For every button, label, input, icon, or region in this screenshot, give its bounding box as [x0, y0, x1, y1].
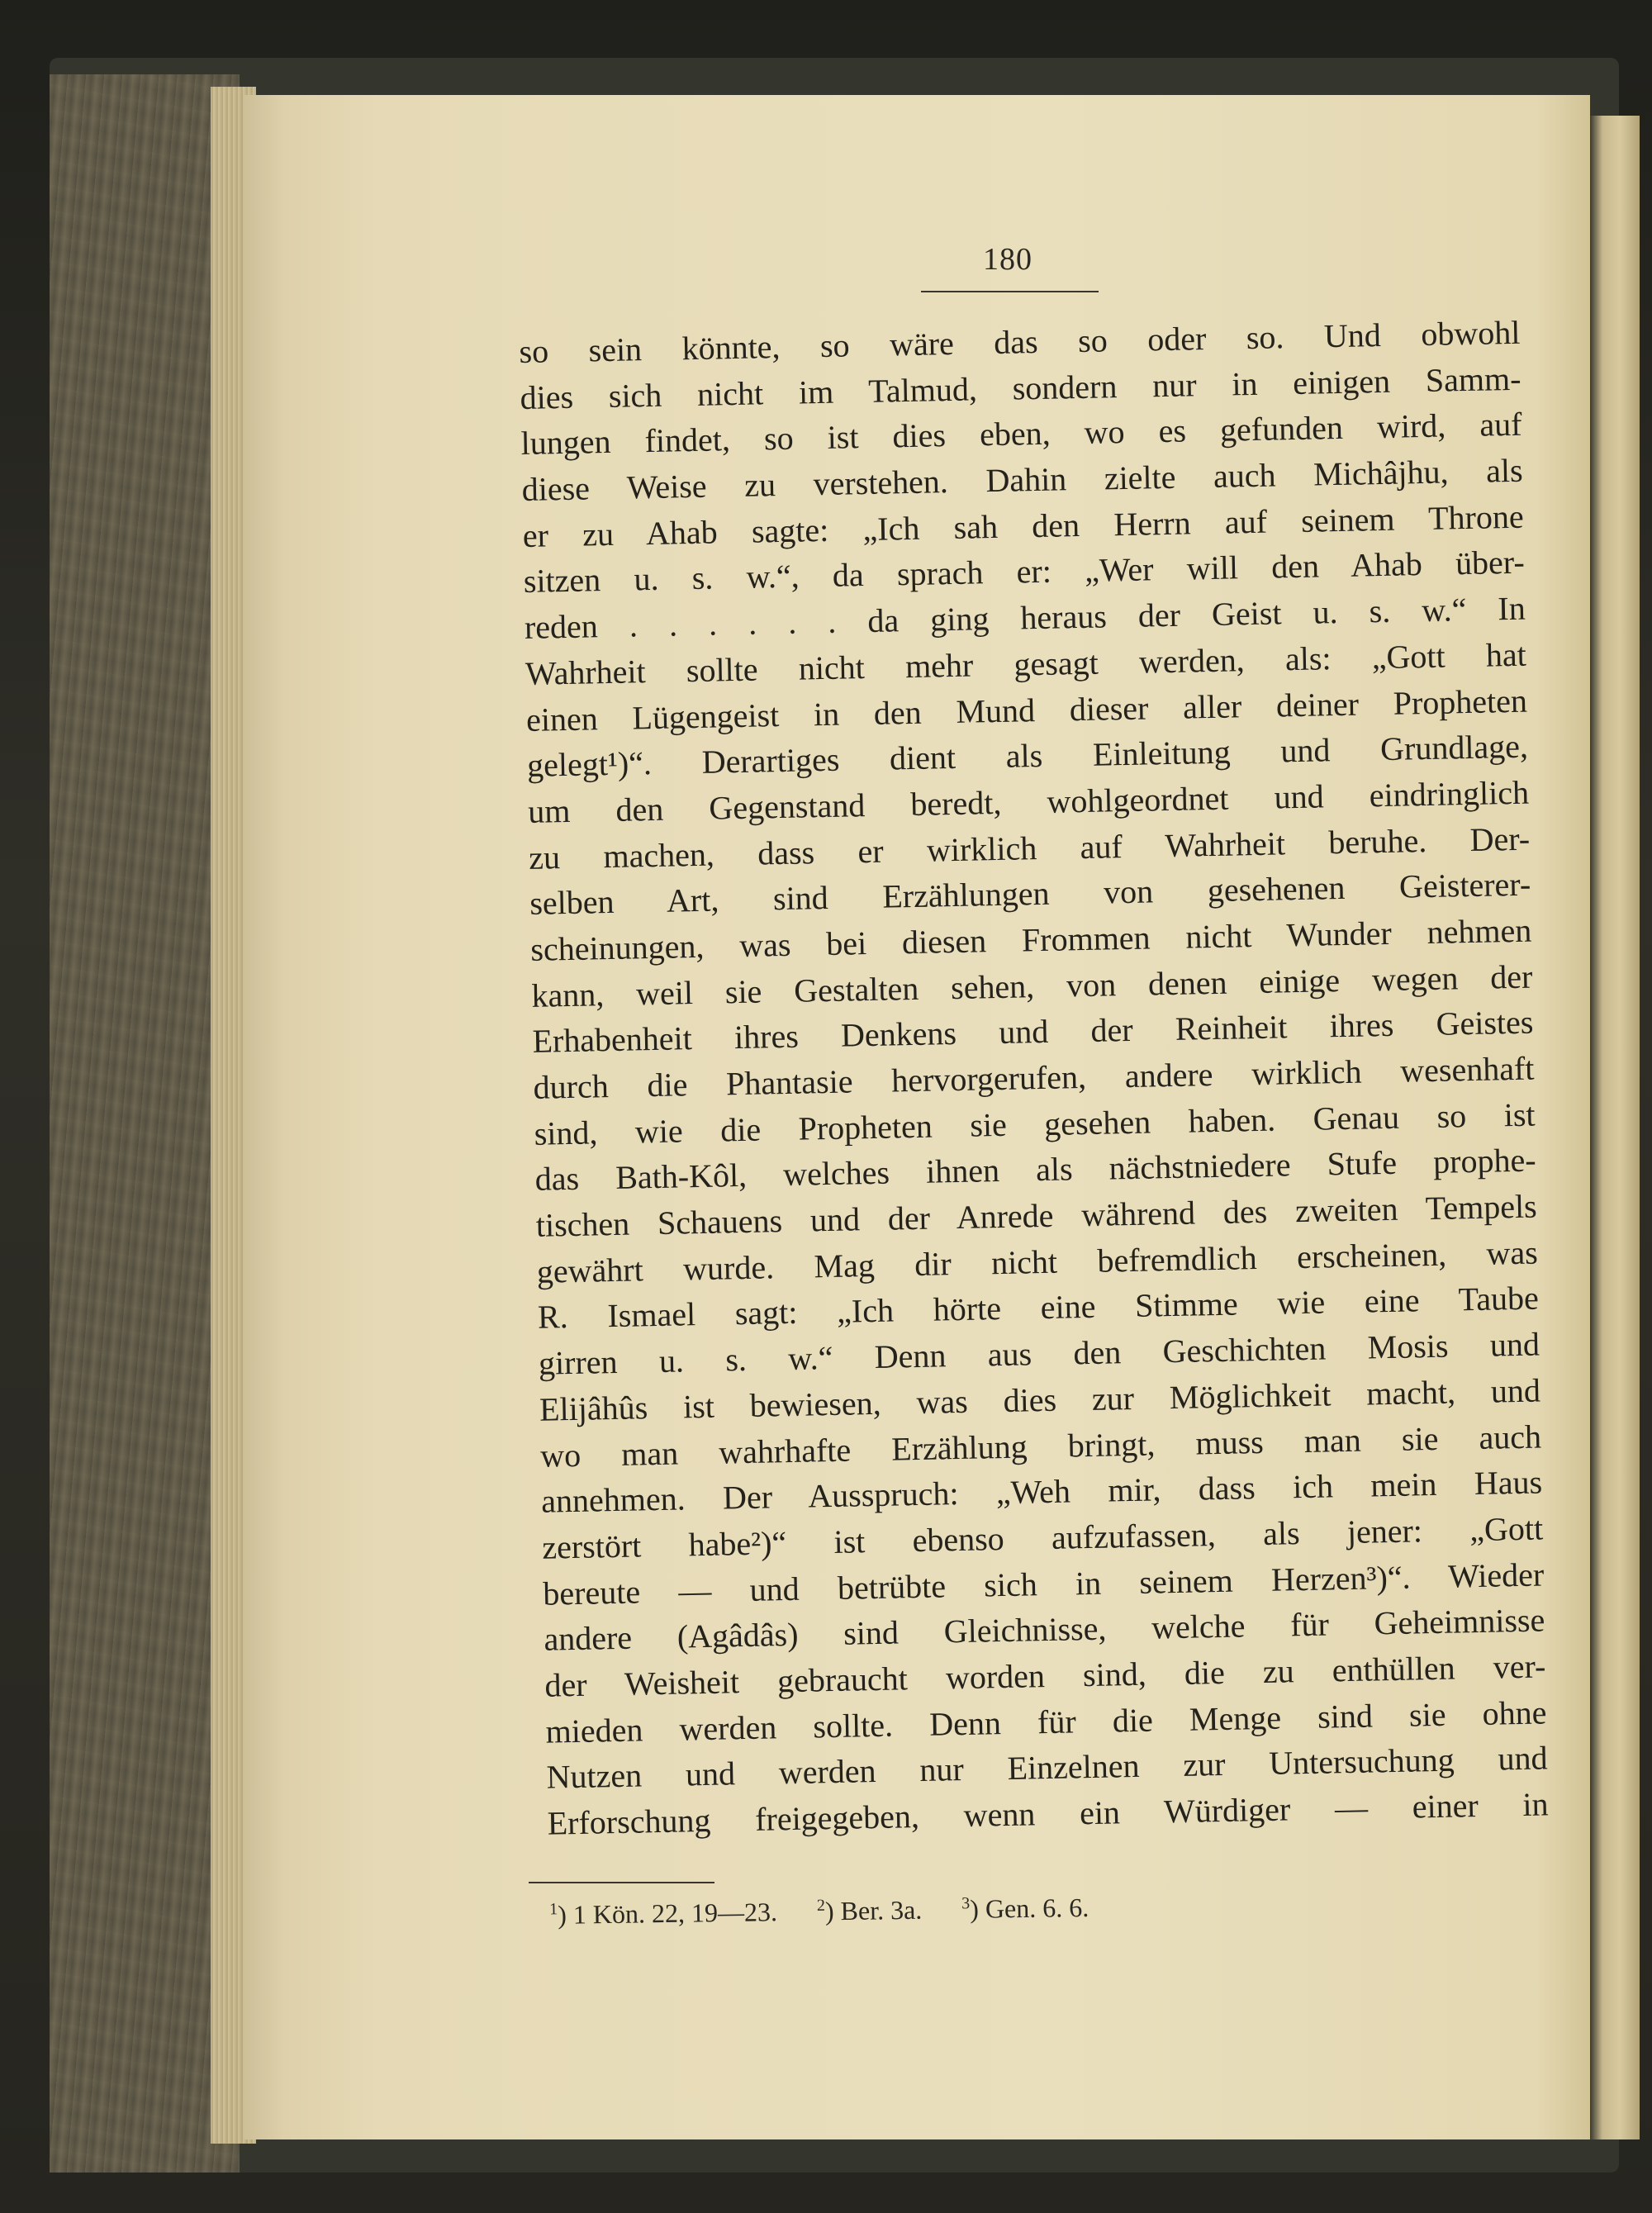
text-line: girren u. s. w.“ Denn aus den Geschichten Mosis und	[538, 1325, 1540, 1382]
footnote-mark: 3	[961, 1894, 971, 1913]
footnote-text: ) Gen. 6. 6.	[970, 1892, 1089, 1924]
text-line: Erhabenheit ihres Denkens und der Reinheit ihres Geistes	[532, 1003, 1534, 1061]
footnote-3	[961, 1892, 1089, 1924]
text-line: mieden werden sollte. Denn für die Menge sind sie ohne	[545, 1693, 1547, 1750]
text-line: scheinungen, was bei diesen Frommen nicht Wunder nehmen	[529, 911, 1532, 968]
footnote-text: ) 1 Kön. 22, 19—23.	[557, 1897, 778, 1930]
footnote-mark: 2	[816, 1896, 826, 1915]
text-line: gelegt¹)“. Derartiges dient als Einleitung und Grundlage,	[526, 727, 1529, 785]
text-line: kann, weil sie Gestalten sehen, von denen einige wegen der	[531, 957, 1533, 1014]
text-line: Elijâhûs ist bewiesen, was dies zur Möglichkeit macht, und	[539, 1371, 1541, 1428]
footnote-2	[817, 1895, 923, 1926]
text-line: annehmen. Der Ausspruch: „Weh mir, dass ich mein Haus	[540, 1463, 1543, 1520]
text-line: lungen findet, so ist dies eben, wo es gefunden wird, auf	[520, 406, 1522, 463]
text-line: um den Gegenstand beredt, wohlgeordnet und eindringlich	[527, 773, 1530, 830]
text-line: das Bath-Kôl, welches ihnen als nächstniedere Stufe prophe-	[534, 1141, 1536, 1199]
text-line: Erforschung freigegeben, wenn ein Würdiger — einer in	[547, 1785, 1549, 1842]
text-line: dies sich nicht im Talmud, sondern nur in einigen Samm-	[520, 359, 1521, 416]
text-line: er zu Ahab sagte: „Ich sah den Herrn auf seinem Throne	[522, 497, 1525, 554]
text-line: andere (Agâdâs) sind Gleichnisse, welche für Geheimnisse	[544, 1601, 1545, 1658]
text-line: sind, wie die Propheten sie gesehen haben. Genau so ist	[534, 1095, 1536, 1152]
text-line: reden . . . . . . da ging heraus der Geist u. s. w.“ In	[524, 589, 1526, 647]
text-line: wo man wahrhafte Erzählung bringt, muss man sie auch	[539, 1417, 1542, 1475]
header-rule	[921, 291, 1099, 292]
text-line: Wahrheit sollte nicht mehr gesagt werden, als: „Gott hat	[525, 635, 1527, 692]
text-line: tischen Schauens und der Anrede während des zweiten Tempels	[535, 1187, 1538, 1244]
text-line: R. Ismael sagt: „Ich hörte eine Stimme wie eine Taube	[537, 1279, 1540, 1337]
text-line: einen Lügengeist in den Mund dieser aller deiner Propheten	[525, 681, 1528, 738]
page-edges-right	[1590, 116, 1640, 2139]
text-line: so sein könnte, so wäre das so oder so. Und obwohl	[519, 313, 1521, 370]
text-line: selben Art, sind Erzählungen von gesehenen Geisterer-	[529, 865, 1531, 923]
footnote-1	[549, 1897, 777, 1930]
text-line: der Weisheit gebraucht worden sind, die zu enthüllen ver-	[544, 1647, 1546, 1704]
text-line: bereute — und betrübte sich in seinem Herzen³)“. Wieder	[542, 1555, 1545, 1612]
footnote-text: ) Ber. 3a.	[824, 1894, 923, 1926]
footnote-mark: 1	[549, 1900, 558, 1919]
text-line: zerstört habe²)“ ist ebenso aufzufassen, als jener: „Gott	[541, 1509, 1544, 1566]
text-line: diese Weise zu verstehen. Dahin zielte auch Michâjhu, als	[521, 451, 1523, 509]
text-line: durch die Phantasie hervorgerufen, andere wirklich wesenhaft	[533, 1049, 1535, 1106]
footnote-rule	[529, 1882, 714, 1883]
page-number: 180	[983, 242, 1032, 277]
text-line: zu machen, dass er wirklich auf Wahrheit beruhe. Der-	[528, 819, 1531, 876]
body-text	[519, 310, 1549, 1847]
text-line: sitzen u. s. w.“, da sprach er: „Wer will den Ahab über-	[523, 544, 1526, 601]
text-line: gewährt wurde. Mag dir nicht befremdlich erscheinen, was	[536, 1233, 1539, 1290]
text-line: Nutzen und werden nur Einzelnen zur Untersuchung und	[546, 1739, 1548, 1796]
